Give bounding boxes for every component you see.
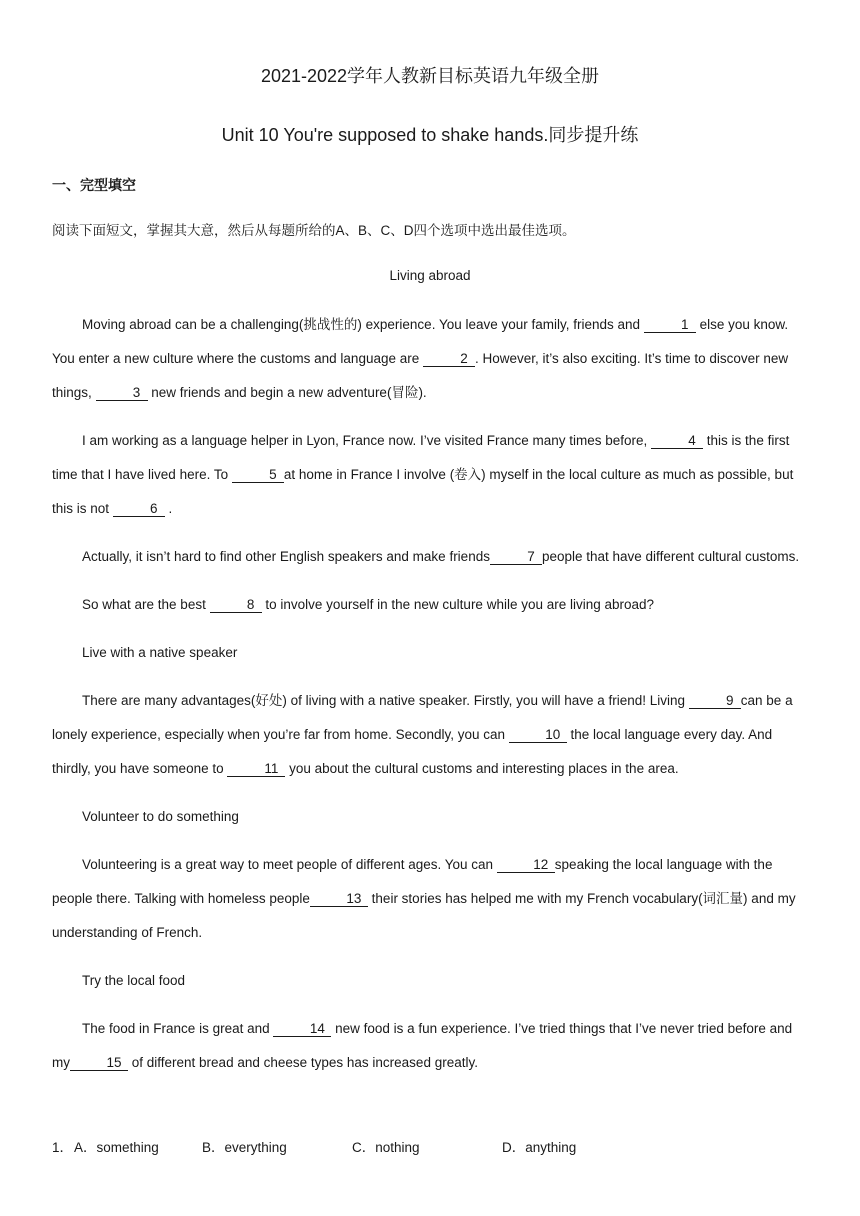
paragraph: Volunteering is a great way to meet people of different ages. You can 12 speaking the local language with the people there. Talking with homeless people 13 their stories has helped me with my French vocabulary(词汇量) and my understanding of French.: [52, 857, 796, 940]
passage-title: Living abroad: [389, 268, 471, 283]
blank-9: 9: [689, 693, 741, 709]
blank-3: 3: [96, 385, 148, 401]
section-heading: 一、完型填空: [52, 177, 136, 193]
paragraph: So what are the best 8 to involve yourself in the new culture while you are living abroad?: [82, 597, 655, 612]
option-c[interactable]: C．nothing: [352, 1140, 420, 1155]
option-a[interactable]: A．something: [74, 1140, 159, 1155]
blank-5: 5: [232, 467, 284, 483]
paragraph: There are many advantages(好处) of living with a native speaker. Firstly, you will have a friend! Living 9 can be a lonely experience, especially when you’re far from home. Secondly, you can 10 the local language every day. And thirdly, you have someone to 11 you about the cultural customs and interesting places in the area.: [52, 693, 793, 776]
blank-14: 14: [273, 1021, 331, 1037]
blank-7: 7: [490, 549, 542, 565]
subheading-local-food: Try the local food: [82, 973, 186, 988]
passage-body: [52, 308, 808, 1094]
option-d[interactable]: D．anything: [502, 1140, 577, 1155]
blank-12: 12: [497, 857, 555, 873]
blank-2: 2: [423, 351, 475, 367]
paragraph: I am working as a language helper in Lyon, France now. I’ve visited France many times before, 4 this is the first time that I have lived here. To 5 at home in France I involve (卷入) myself in the local culture as much as possible, but this is not 6 .: [52, 433, 794, 516]
blank-15: 15: [70, 1055, 128, 1071]
subheading-volunteer: Volunteer to do something: [82, 809, 239, 824]
document-subtitle: Unit 10 You're supposed to shake hands.同步提升练: [221, 125, 639, 145]
blank-10: 10: [509, 727, 567, 743]
blank-6: 6: [113, 501, 165, 517]
question-number: 1．: [52, 1140, 74, 1155]
subheading-native-speaker: Live with a native speaker: [82, 645, 238, 660]
blank-4: 4: [651, 433, 703, 449]
blank-13: 13: [310, 891, 368, 907]
blank-11: 11: [227, 761, 285, 777]
blank-8: 8: [210, 597, 262, 613]
option-b[interactable]: B．everything: [202, 1140, 287, 1155]
instruction-text: 阅读下面短文，掌握其大意，然后从每题所给的A、B、C、D四个选项中选出最佳选项。: [52, 223, 576, 238]
paragraph: Moving abroad can be a challenging(挑战性的) experience. You leave your family, friends and 1 else you know. You enter a new culture where the customs and language are 2 . However, it’s also exciting. It’s time to discover new things, 3 new friends and begin a new adventure(冒险).: [52, 317, 789, 400]
paragraph: Actually, it isn’t hard to find other English speakers and make friends 7 people that have different cultural customs.: [82, 549, 800, 564]
paragraph: The food in France is great and 14 new food is a fun experience. I’ve tried things that I’ve never tried before and my 15 of different bread and cheese types has increased greatly.: [52, 1021, 793, 1070]
question-1-options: [52, 1136, 808, 1156]
document-title: 2021-2022学年人教新目标英语九年级全册: [260, 66, 600, 86]
blank-1: 1: [644, 317, 696, 333]
